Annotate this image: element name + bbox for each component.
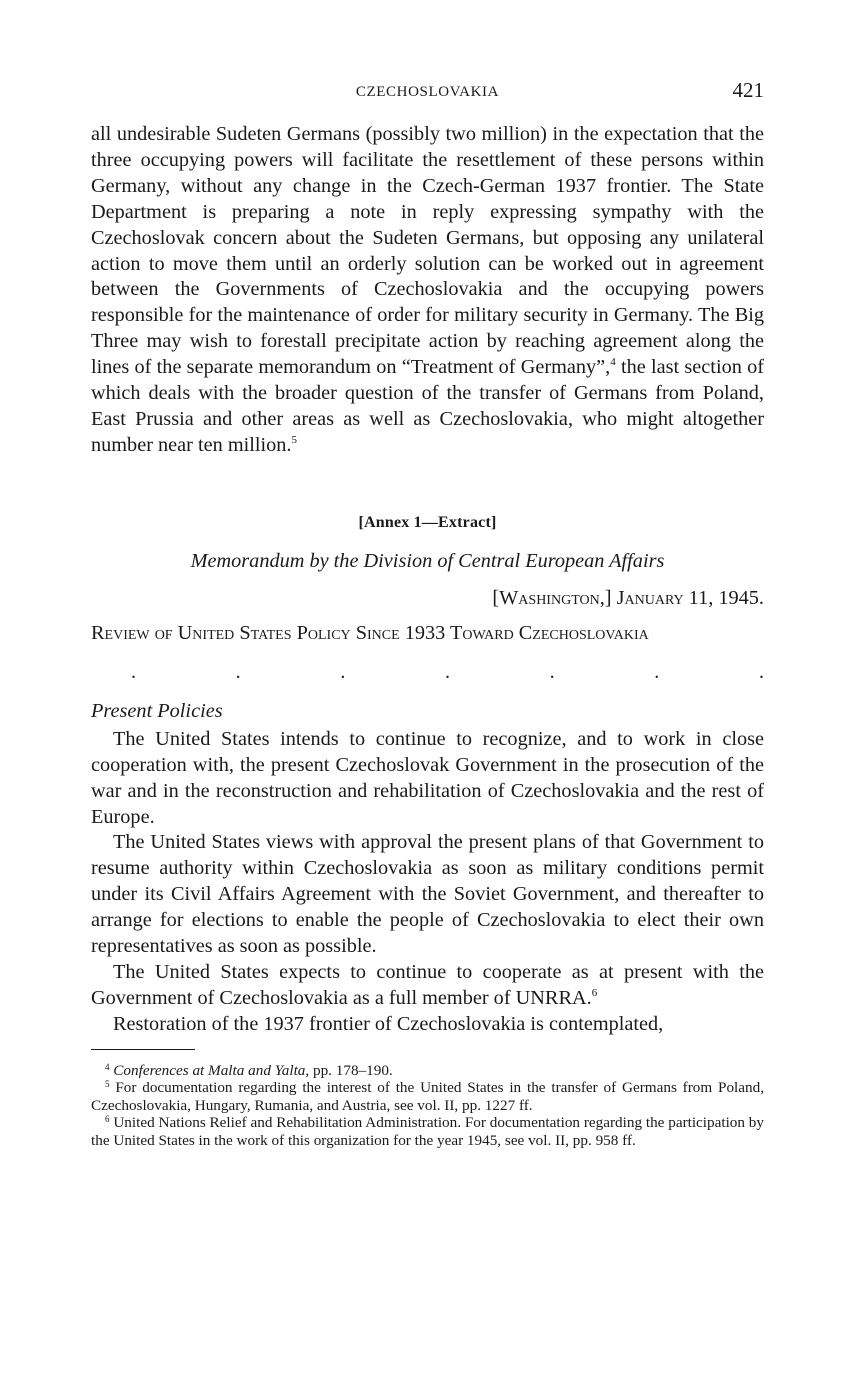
- page: [91, 78, 764, 1149]
- section-heading: Present Policies: [91, 699, 223, 722]
- footnotes: [91, 1062, 764, 1150]
- memorandum-title: Memorandum by the Division of Central European Affairs: [190, 549, 665, 572]
- continued-paragraph: [91, 122, 764, 459]
- ellipsis-dot: .: [131, 660, 136, 683]
- page-number: 421: [732, 78, 764, 102]
- footnote-ref[interactable]: 6: [591, 986, 598, 999]
- policy-paragraph: [91, 960, 764, 1012]
- paragraph-text-cont: the last section of which deals with the broader question of the transfer of Germans from Poland, East Prussia and other areas as well as Czechoslovakia, who might altogether number near ten million.: [91, 356, 764, 456]
- footnote-rule: [91, 1049, 195, 1050]
- footnote-source-title: Conferences at Malta and Yalta: [113, 1061, 306, 1079]
- running-head: CZECHOSLOVAKIA: [355, 84, 500, 100]
- footnote-4: [91, 1062, 764, 1080]
- footnote-text: United Nations Relief and Rehabilitation Administration. For documentation regarding the participation by the United States in the work of this organization for the year 1945, see vol. II, pp. 958 ff.: [91, 1114, 764, 1149]
- ellipsis-dot: .: [758, 660, 764, 683]
- footnote-text: For documentation regarding the interest of the United States in the transfer of Germans from Poland, Czechoslovakia, Hungary, Rumania, and Austria, see vol. II, pp. 1227 ff.: [91, 1079, 764, 1114]
- ellipsis-dot: .: [444, 660, 450, 683]
- memorandum-date: [Washington,] January 11, 1945.: [492, 586, 764, 609]
- footnote-ref[interactable]: 4: [610, 356, 616, 369]
- footnote-6: [91, 1114, 764, 1149]
- footnote-5: [91, 1079, 764, 1114]
- page-header: [91, 78, 764, 110]
- footnote-text: , pp. 178–190.: [305, 1061, 393, 1079]
- paragraph-text: all undesirable Sudeten Germans (possibly two million) in the expectation that the three occupying powers will facilitate the resettlement of these persons within Germany, without any change in the Czech-German 1937 frontier. The State Department is preparing a note in reply expressing sympathy with the Czechoslovak concern about the Sudeten Germans, but opposing any unilateral action to move them until an orderly solution can be worked out in agreement between the Governments of Czechoslovakia and the occupying powers responsible for the maintenance of order for military security in Germany. The Big Three may wish to forestall precipitate action by reaching agreement along the lines of the separate memorandum on “Treatment of Germany”,: [91, 123, 764, 379]
- paragraph-text: The United States expects to continue to cooperate as at present with the Government of Czechoslovakia as a full member of UNRRA.: [91, 960, 764, 1009]
- policy-paragraph: The United States intends to continue to recognize, and to work in close cooperation with, the present Czechoslovak Government in the prosecution of the war and in the reconstruction and rehabilitation of Czechoslovakia and the rest of Europe.: [91, 727, 764, 828]
- footnote-mark: 5: [105, 1079, 110, 1090]
- ellipsis-dot: .: [340, 660, 346, 683]
- footnote-mark: 6: [105, 1114, 110, 1125]
- annex-label: [Annex 1—Extract]: [358, 513, 497, 531]
- footnote-ref[interactable]: 5: [291, 433, 298, 446]
- policy-paragraph: Restoration of the 1937 frontier of Czechoslovakia is contemplated,: [113, 1012, 664, 1035]
- omission-ellipsis: [131, 661, 764, 684]
- review-title: Review of United States Policy Since 1933 Toward Czechoslovakia: [91, 621, 649, 644]
- policy-paragraph: The United States views with approval the present plans of that Government to resume authority within Czechoslovakia as soon as military conditions permit under its Civil Affairs Agreement with the Soviet Government, and thereafter to arrange for elections to enable the people of Czechoslovakia to elect their own representatives as soon as possible.: [91, 831, 764, 958]
- footnote-mark: 4: [105, 1061, 110, 1072]
- ellipsis-dot: .: [654, 660, 660, 683]
- ellipsis-dot: .: [549, 660, 555, 683]
- ellipsis-dot: .: [235, 660, 241, 683]
